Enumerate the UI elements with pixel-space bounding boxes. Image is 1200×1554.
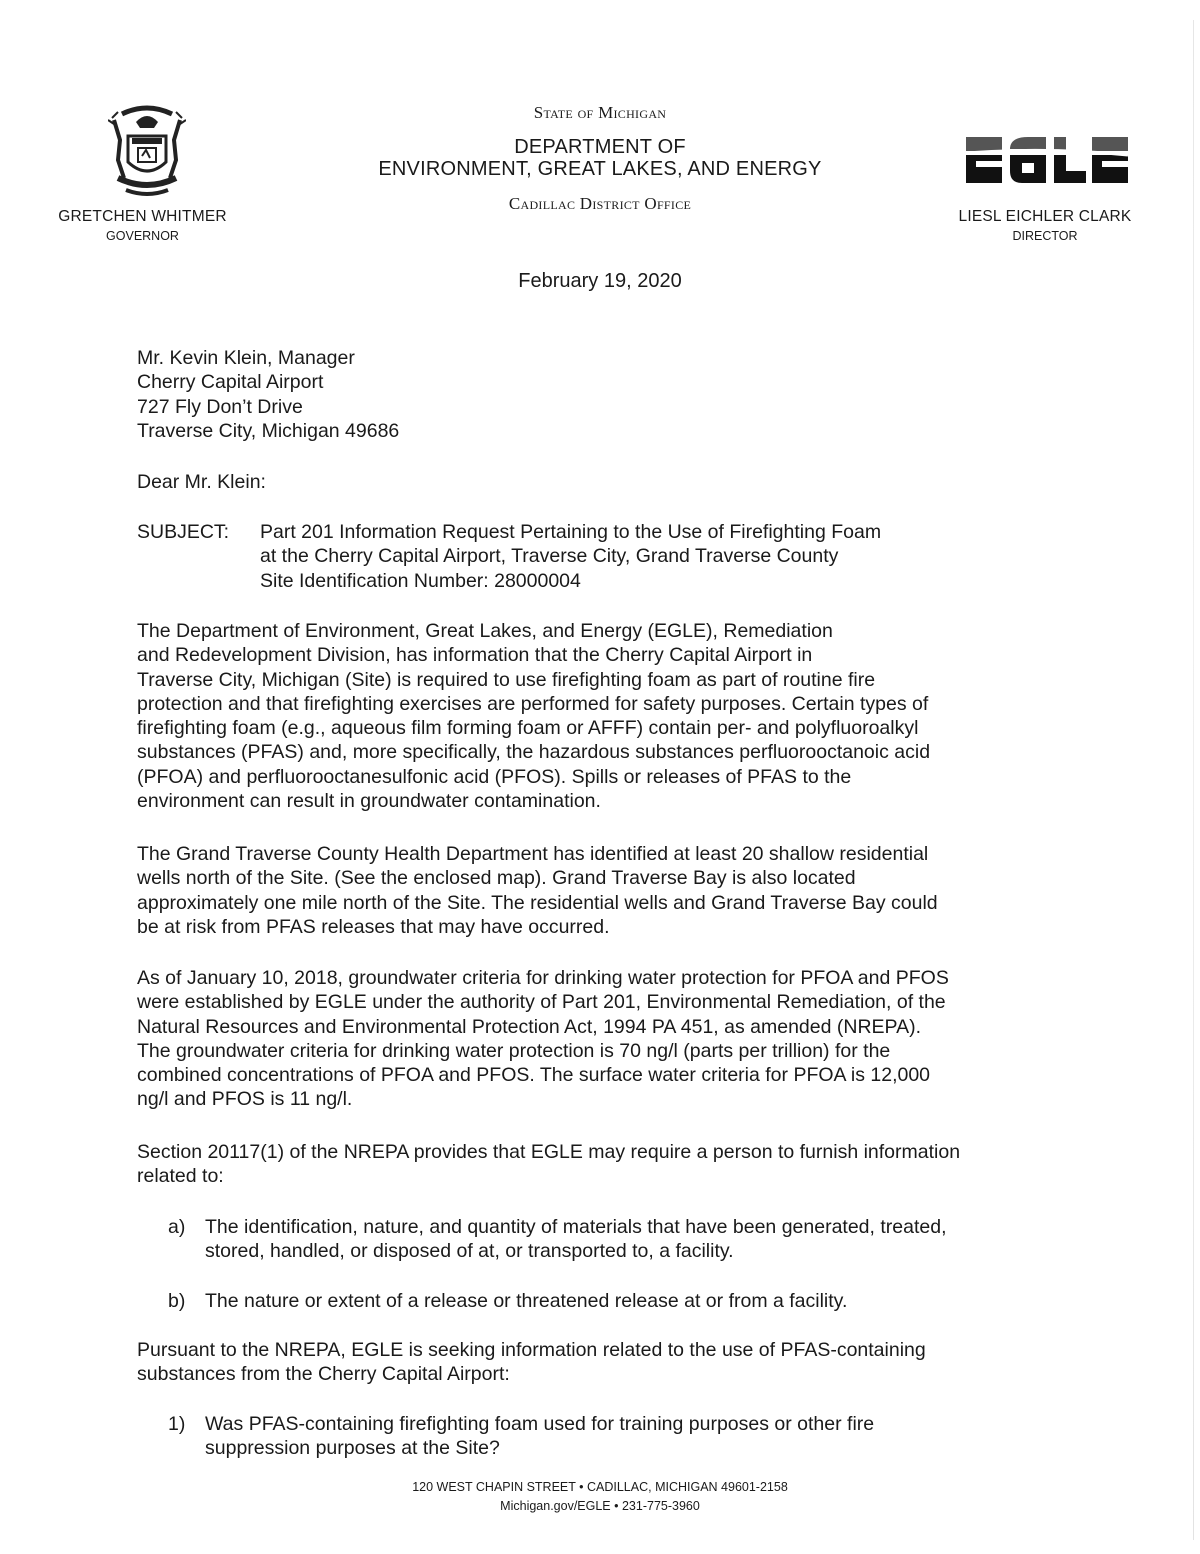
paragraph-line: Section 20117(1) of the NREPA provides that EGLE may require a person to furnish information — [137, 1141, 961, 1163]
list-item-line: The identification, nature, and quantity of materials that have been generated, treated, — [205, 1216, 947, 1238]
list-item-b — [205, 1289, 1055, 1313]
egle-logo — [966, 135, 1128, 185]
paragraph-pfas-background — [137, 619, 1067, 813]
governor-title: GOVERNOR — [106, 229, 179, 243]
paragraph-line: protection and that firefighting exercises are performed for safety purposes. Certain types of — [137, 692, 929, 715]
salutation: Dear Mr. Klein: — [137, 471, 266, 493]
paragraph-pursuant — [137, 1338, 1067, 1387]
paragraph-line: were established by EGLE under the authority of Part 201, Environmental Remediation, of the — [137, 991, 946, 1014]
recipient-line: Traverse City, Michigan 49686 — [137, 419, 400, 442]
paragraph-line: and Redevelopment Division, has information that the Cherry Capital Airport in — [137, 644, 813, 667]
paragraph-line: related to: — [137, 1165, 224, 1188]
letter-date: February 19, 2020 — [518, 270, 682, 292]
michigan-state-seal-icon — [108, 100, 186, 200]
paragraph-residential-wells — [137, 842, 1067, 939]
paragraph-groundwater-criteria — [137, 966, 1067, 1112]
district-office: Cadillac District Office — [508, 194, 692, 213]
paragraph-line: The groundwater criteria for drinking water protection is 70 ng/l (parts per trillion) for the — [137, 1039, 891, 1062]
list-marker-1: 1) — [168, 1413, 186, 1435]
subject-line: at the Cherry Capital Airport, Traverse City, Grand Traverse County — [260, 545, 839, 568]
list-item-line: The nature or extent of a release or threatened release at or from a facility. — [205, 1290, 848, 1312]
list-marker-a: a) — [168, 1216, 186, 1238]
paragraph-section-20117 — [137, 1140, 1067, 1189]
department-name-line1: DEPARTMENT OF — [514, 136, 686, 158]
paragraph-line: wells north of the Site. (See the enclosed map). Grand Traverse Bay is also located — [137, 867, 856, 890]
list-item-a — [205, 1215, 1055, 1264]
state-name: State of Michigan — [533, 103, 667, 122]
recipient-line: Mr. Kevin Klein, Manager — [137, 347, 355, 369]
list-item-line: suppression purposes at the Site? — [205, 1437, 500, 1460]
subject-text — [260, 520, 881, 593]
paragraph-line: substances from the Cherry Capital Airport: — [137, 1363, 510, 1386]
recipient-line: Cherry Capital Airport — [137, 371, 324, 394]
paragraph-line: Traverse City, Michigan (Site) is required to use firefighting foam as part of routine fire — [137, 668, 876, 691]
scan-edge-divider — [1193, 20, 1194, 1540]
list-marker-b: b) — [168, 1290, 186, 1312]
recipient-address — [137, 346, 399, 443]
director-title: DIRECTOR — [1012, 229, 1078, 243]
footer-address: 120 WEST CHAPIN STREET • CADILLAC, MICHIGAN 49601-2158 — [412, 1480, 788, 1494]
paragraph-line: combined concentrations of PFOA and PFOS. The surface water criteria for PFOA is 12,000 — [137, 1064, 931, 1087]
department-name-line2: ENVIRONMENT, GREAT LAKES, AND ENERGY — [378, 158, 822, 180]
paragraph-line: substances (PFAS) and, more specifically, the hazardous substances perfluorooctanoic acid — [137, 741, 931, 764]
director-name: LIESL EICHLER CLARK — [958, 208, 1132, 225]
list-item-line: Was PFAS-containing firefighting foam used for training purposes or other fire — [205, 1413, 875, 1435]
paragraph-line: firefighting foam (e.g., aqueous film forming foam or AFFF) contain per- and polyfluoroalkyl — [137, 717, 919, 740]
question-1 — [205, 1412, 1055, 1461]
paragraph-line: Natural Resources and Environmental Protection Act, 1994 PA 451, as amended (NREPA). — [137, 1015, 922, 1038]
footer-contact: Michigan.gov/EGLE • 231-775-3960 — [500, 1499, 700, 1513]
paragraph-line: Pursuant to the NREPA, EGLE is seeking information related to the use of PFAS-containing — [137, 1339, 926, 1361]
subject-label: SUBJECT: — [137, 521, 230, 543]
recipient-line: 727 Fly Don’t Drive — [137, 395, 303, 418]
governor-name: GRETCHEN WHITMER — [58, 208, 227, 225]
paragraph-line: ng/l and PFOS is 11 ng/l. — [137, 1088, 353, 1111]
paragraph-line: As of January 10, 2018, groundwater criteria for drinking water protection for PFOA and PFOS — [137, 967, 949, 989]
paragraph-line: (PFOA) and perfluorooctanesulfonic acid (PFOS). Spills or releases of PFAS to the — [137, 765, 852, 788]
paragraph-line: approximately one mile north of the Site. The residential wells and Grand Traverse Bay could — [137, 891, 938, 914]
list-item-line: stored, handled, or disposed of at, or transported to, a facility. — [205, 1240, 734, 1263]
paragraph-line: environment can result in groundwater contamination. — [137, 790, 601, 813]
paragraph-line: be at risk from PFAS releases that may have occurred. — [137, 915, 610, 938]
paragraph-line: The Grand Traverse County Health Department has identified at least 20 shallow residential — [137, 843, 929, 865]
subject-line: Part 201 Information Request Pertaining to the Use of Firefighting Foam — [260, 521, 882, 543]
subject-line: Site Identification Number: 28000004 — [260, 569, 581, 592]
paragraph-line: The Department of Environment, Great Lakes, and Energy (EGLE), Remediation — [137, 620, 833, 642]
